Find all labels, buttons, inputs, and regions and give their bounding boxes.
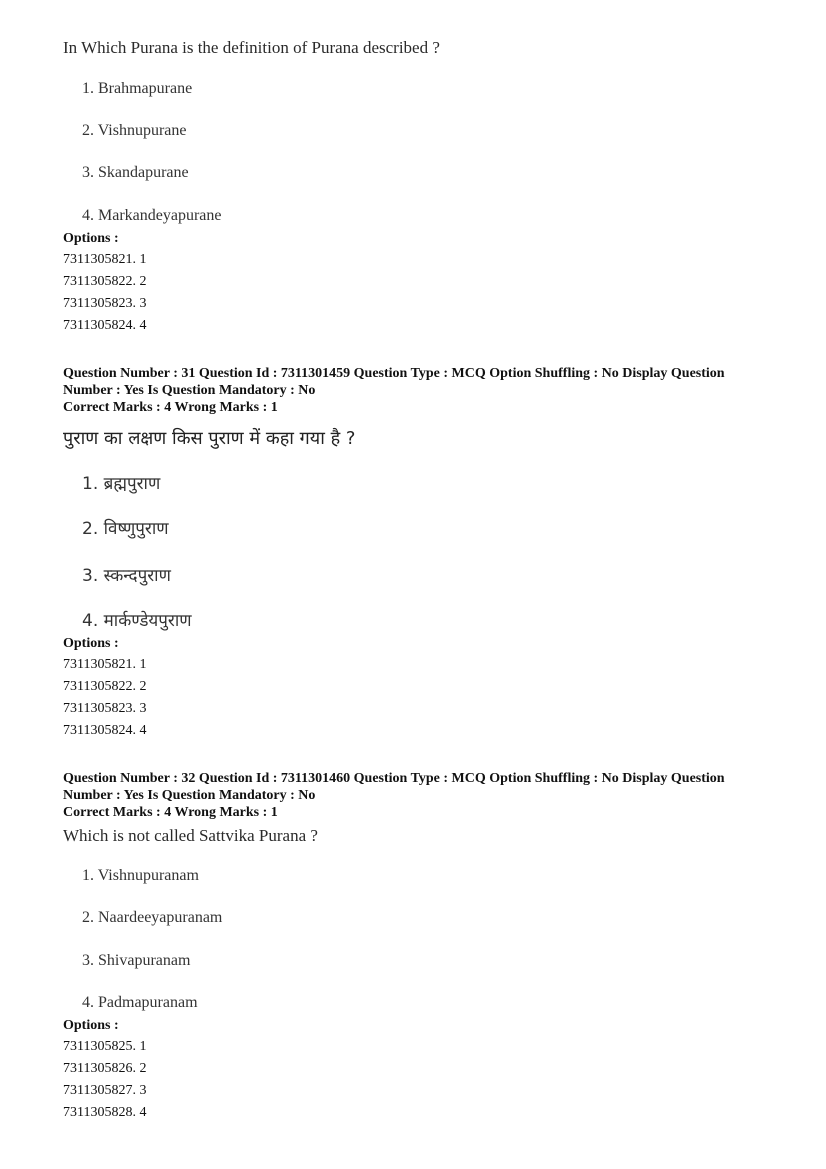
option-row: 7311305822. 2 [63,274,147,289]
choice-item: 1. Vishnupuranam [82,867,199,884]
question-meta-line: Question Number : 31 Question Id : 7311301459 Question Type : MCQ Option Shuffling : No Display Question [63,366,725,381]
option-row: 7311305827. 3 [63,1083,147,1098]
option-row: 7311305825. 1 [63,1039,147,1054]
option-row: 7311305821. 1 [63,657,147,672]
options-label: Options : [63,636,119,651]
marks-line: Correct Marks : 4 Wrong Marks : 1 [63,805,278,820]
option-row: 7311305823. 3 [63,296,147,311]
options-label: Options : [63,1018,119,1033]
question-text: पुराण का लक्षण किस पुराण में कहा गया है ? [63,428,356,449]
option-row: 7311305823. 3 [63,701,147,716]
marks-line: Correct Marks : 4 Wrong Marks : 1 [63,400,278,415]
question-meta-line: Question Number : 32 Question Id : 7311301460 Question Type : MCQ Option Shuffling : No Display Question [63,771,725,786]
question-meta-line: Number : Yes Is Question Mandatory : No [63,788,316,803]
question-meta [63,770,773,821]
options-label: Options : [63,231,119,246]
choice-item: 4. मार्कण्डेयपुराण [82,611,192,631]
choice-item: 1. Brahmapurane [82,80,193,97]
choice-item: 2. Naardeeyapuranam [82,909,223,926]
option-row: 7311305821. 1 [63,252,147,267]
choice-item: 1. ब्रह्मपुराण [82,474,161,494]
choice-item: 4. Padmapuranam [82,994,198,1011]
question-text: In Which Purana is the definition of Purana described ? [63,38,440,57]
question-meta [63,365,773,416]
choice-item: 3. Shivapuranam [82,952,191,969]
question-meta-line: Number : Yes Is Question Mandatory : No [63,383,316,398]
option-row: 7311305828. 4 [63,1105,147,1120]
choice-item: 3. Skandapurane [82,164,189,181]
question-text: Which is not called Sattvika Purana ? [63,826,318,845]
choice-item: 2. Vishnupurane [82,122,187,139]
choice-item: 3. स्कन्दपुराण [82,566,171,586]
option-row: 7311305824. 4 [63,318,147,333]
choice-item: 4. Markandeyapurane [82,207,222,224]
option-row: 7311305826. 2 [63,1061,147,1076]
option-row: 7311305822. 2 [63,679,147,694]
option-row: 7311305824. 4 [63,723,147,738]
choice-item: 2. विष्णुपुराण [82,519,169,539]
